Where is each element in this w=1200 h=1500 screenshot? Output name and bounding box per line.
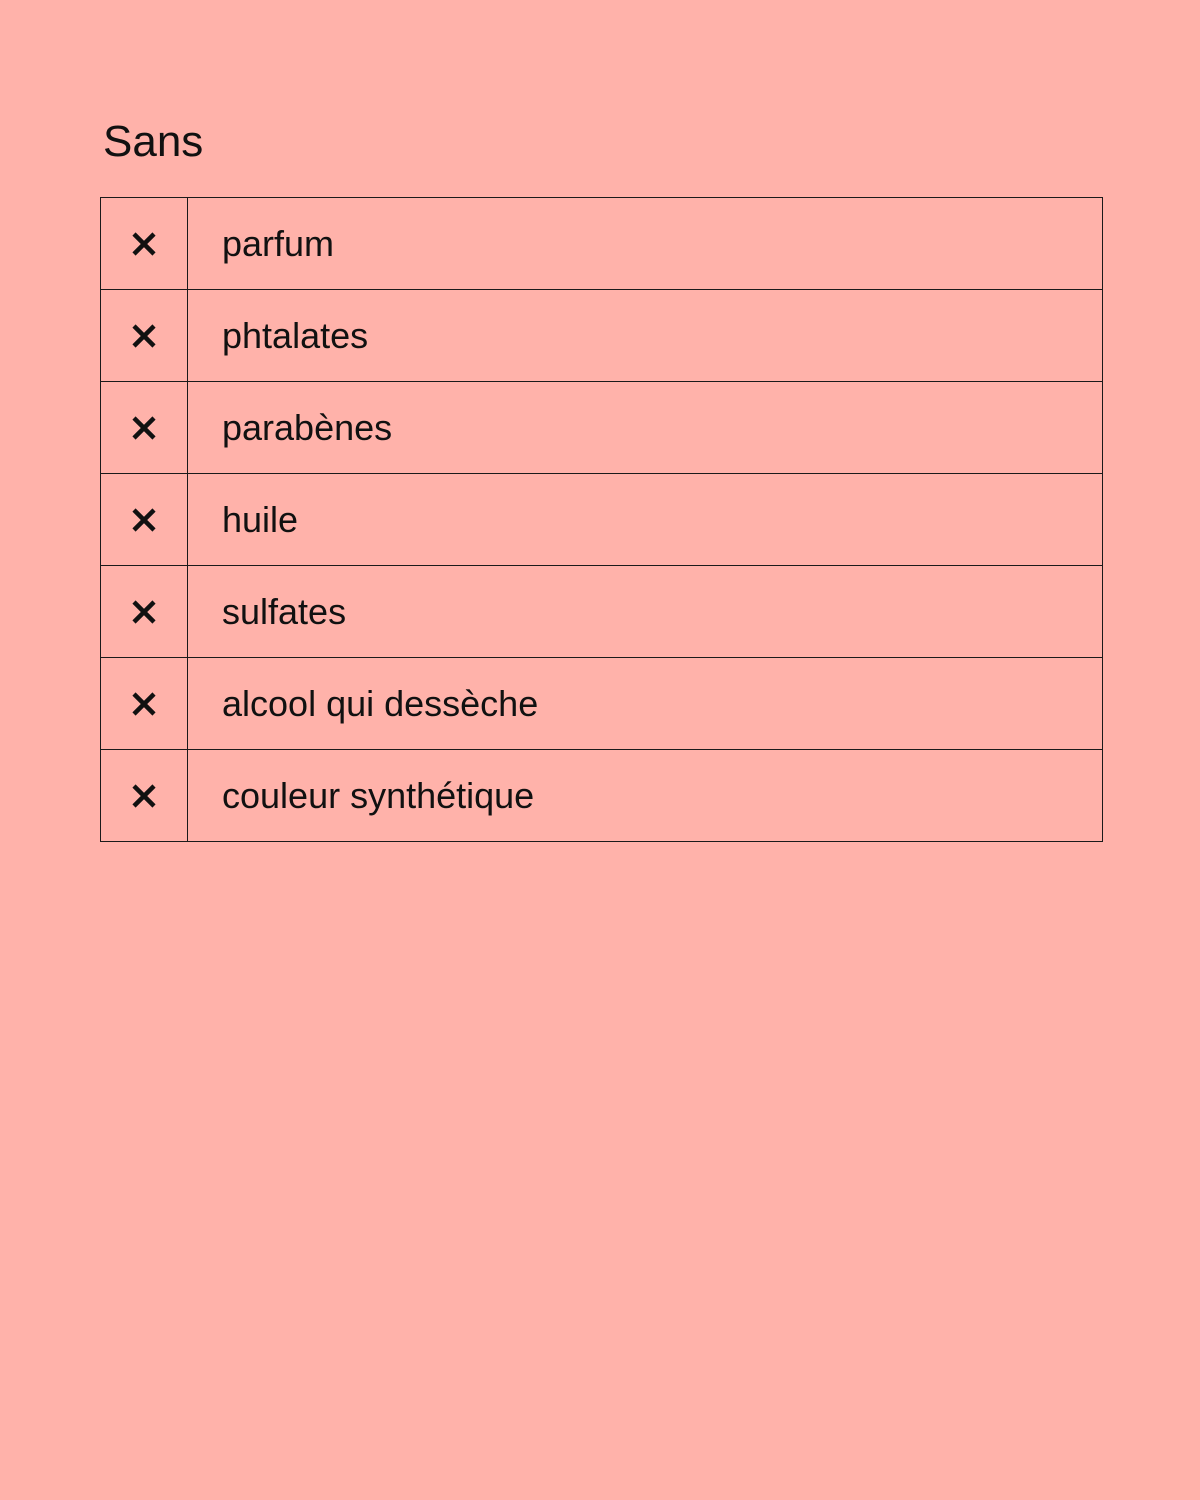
mark-cell: [101, 474, 188, 566]
ingredient-label: phtalates: [188, 290, 1103, 382]
x-icon: [131, 691, 157, 717]
mark-cell: [101, 290, 188, 382]
ingredient-label: parfum: [188, 198, 1103, 290]
ingredient-label: parabènes: [188, 382, 1103, 474]
table-row: [101, 566, 1103, 658]
table-row: [101, 474, 1103, 566]
x-icon: [131, 323, 157, 349]
table-row: [101, 750, 1103, 842]
ingredient-label: couleur synthétique: [188, 750, 1103, 842]
mark-cell: [101, 658, 188, 750]
table-row: [101, 290, 1103, 382]
x-icon: [131, 415, 157, 441]
mark-cell: [101, 382, 188, 474]
x-icon: [131, 599, 157, 625]
table-row: [101, 198, 1103, 290]
mark-cell: [101, 566, 188, 658]
mark-cell: [101, 198, 188, 290]
table-row: [101, 382, 1103, 474]
ingredient-label: sulfates: [188, 566, 1103, 658]
page-title: Sans: [103, 117, 204, 166]
table-row: [101, 658, 1103, 750]
mark-cell: [101, 750, 188, 842]
ingredient-label: huile: [188, 474, 1103, 566]
x-icon: [131, 783, 157, 809]
excluded-ingredients-table: [100, 197, 1103, 842]
x-icon: [131, 507, 157, 533]
x-icon: [131, 231, 157, 257]
ingredient-label: alcool qui dessèche: [188, 658, 1103, 750]
